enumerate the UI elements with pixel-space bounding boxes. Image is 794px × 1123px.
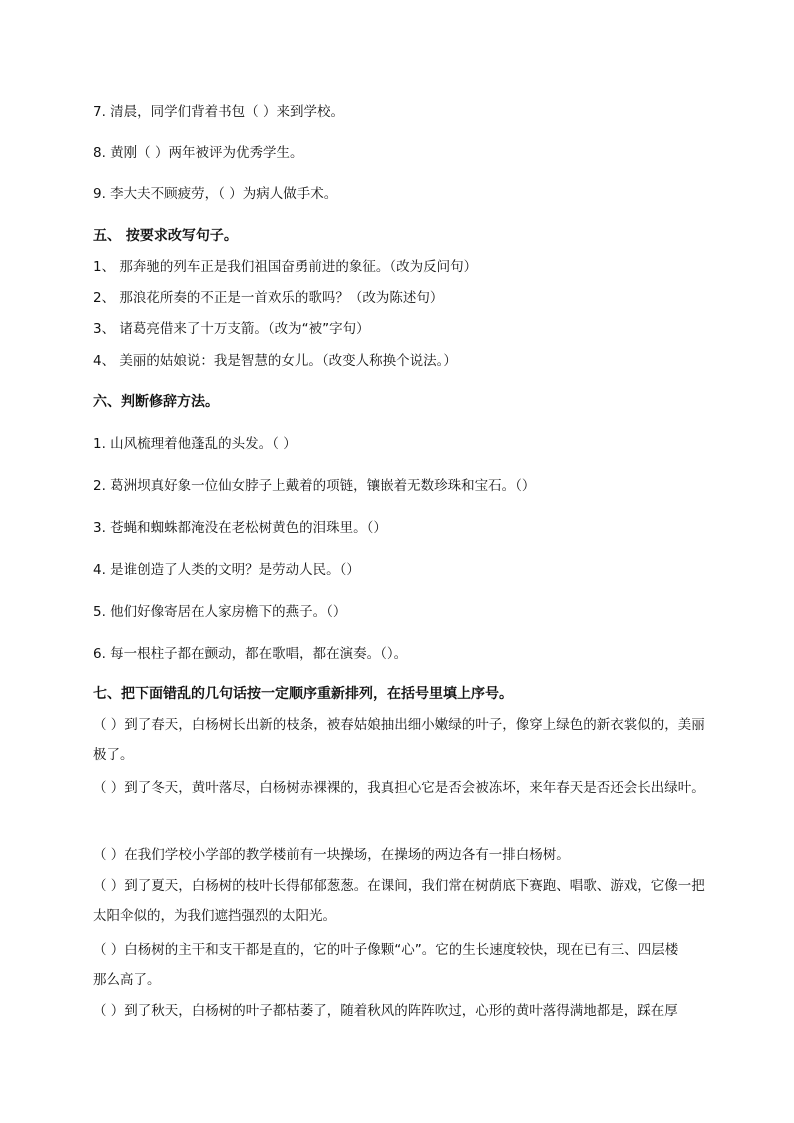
section-6-item-4: 4. 是谁创造了人类的文明？是劳动人民。（） [93,562,360,578]
section-6-item-5: 5. 他们好像寄居在人家房檐下的燕子。（） [93,604,347,620]
fill-blank-item-7: 7. 清晨，同学们背着书包（ ）来到学校。 [93,104,344,120]
fill-blank-item-8: 8. 黄刚（ ）两年被评为优秀学生。 [93,145,304,161]
section-6-title: 六、判断修辞方法。 [93,394,219,410]
section-7-item-2: （ ）到了冬天，黄叶落尽，白杨树赤裸裸的，我真担心它是否会被冻坏，来年春天是否还会长出绿叶。 [93,780,705,796]
section-5-item-2: 2、 那浪花所奏的不正是一首欢乐的歌吗？（改为陈述句） [93,290,444,306]
section-6-item-2: 2. 葛洲坝真好象一位仙女脖子上戴着的项链，镶嵌着无数珍珠和宝石。（） [93,478,536,494]
section-7-title: 七、把下面错乱的几句话按一定顺序重新排列，在括号里填上序号。 [93,686,513,702]
section-6-item-1: 1. 山风梳理着他蓬乱的头发。（ ） [93,436,297,452]
section-5-item-3: 3、 诸葛亮借来了十万支箭。（改为“被”字句） [93,321,370,337]
section-7-item-5: （ ）白杨树的主干和支干都是直的，它的叶子像颗“心”。它的生长速度较快，现在已有三、四层楼 那么高了。 [93,942,692,988]
section-6-item-3: 3. 苍蝇和蜘蛛都淹没在老松树黄色的泪珠里。（） [93,520,387,536]
section-7-item-4: （ ）到了夏天，白杨树的枝叶长得郁郁葱葱。在课间，我们常在树荫底下赛跑、唱歌、游戏，它像一把太阳伞似的，为我们遮挡强烈的太阳光。 [93,878,705,924]
section-7-item-1: （ ）到了春天，白杨树长出新的枝条，被春姑娘抽出细小嫩绿的叶子，像穿上绿色的新衣裳似的，美丽极了。 [93,717,705,763]
section-7-item-3: （ ）在我们学校小学部的教学楼前有一块操场，在操场的两边各有一排白杨树。 [93,847,570,863]
section-7-item-6: （ ）到了秋天，白杨树的叶子都枯萎了，随着秋风的阵阵吹过，心形的黄叶落得满地都是，踩在厚 [93,1003,678,1019]
section-6-item-6: 6. 每一根柱子都在颤动，都在歌唱，都在演奏。（）。 [93,646,408,662]
section-5-item-1: 1、 那奔驰的列车正是我们祖国奋勇前进的象征。（改为反问句） [93,259,478,275]
section-5-item-4: 4、 美丽的姑娘说：我是智慧的女儿。（改变人称换个说法。） [93,353,457,369]
section-5-title: 五、 按要求改写句子。 [93,228,238,244]
fill-blank-item-9: 9. 李大夫不顾疲劳，（ ）为病人做手术。 [93,186,338,202]
